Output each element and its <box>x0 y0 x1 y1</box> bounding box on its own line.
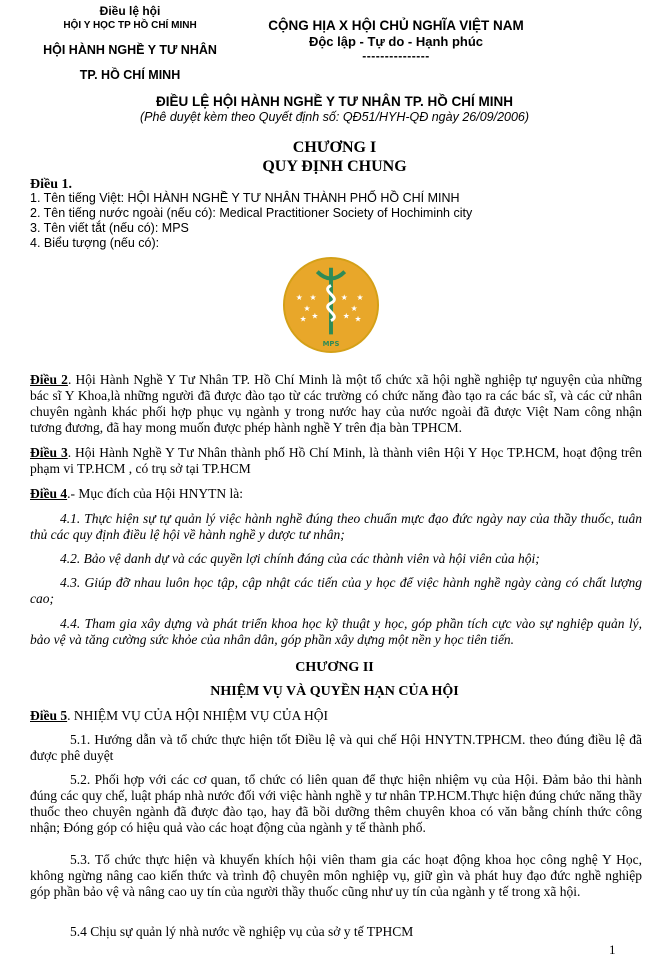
article5-intro-text: . NHIỆM VỤ CỦA HỘI NHIỆM VỤ CỦA HỘI <box>67 708 329 723</box>
article5-item: 5.1. Hướng dẫn và tổ chức thực hiện tốt Điều lệ và qui chế Hội HNYTN.TPHCM. theo đúng điều lệ đã được phê duyệt <box>30 732 642 763</box>
header-country-name: CỘNG HỊA X HỘI CHỦ NGHĨA VIỆT NAM <box>268 18 524 33</box>
header-parent-org: HỘI Y HỌC TP HỒ CHÍ MINH <box>63 20 197 31</box>
header-charter-label: Điều lệ hội <box>99 4 161 18</box>
svg-text:★: ★ <box>354 314 362 324</box>
article3 <box>30 445 642 477</box>
chapter1-label: CHƯƠNG I <box>292 139 377 156</box>
document-subtitle: (Phê duyệt kèm theo Quyết định số: QĐ51/HYH-QĐ ngày 26/09/2006) <box>139 110 530 124</box>
svg-text:★: ★ <box>295 293 303 303</box>
article2 <box>30 372 642 436</box>
article5-item: 5.4 Chịu sự quản lý nhà nước về nghiệp vụ của sở y tế TPHCM <box>70 924 414 939</box>
article1-item: 4. Biểu tượng (nếu có): <box>30 236 160 250</box>
article2-text: . Hội Hành Nghề Y Tư Nhân TP. Hồ Chí Minh là một tổ chức xã hội nghề nghiệp tự nguyện của những bác sĩ Y Khoa,là những người đã được đào tạo từ các trường có chức năng đào tạo ra các bác sĩ, và các cử nhân chuyên ngành khác phối hợp phục vụ ngành y trong nước hay của nước ngoài đã được Việt Nam công nhận tương đương, đã hay mong muốn được phép hành nghề Y trên địa bàn TPHCM. <box>30 372 643 435</box>
header-motto: Độc lập - Tự do - Hạnh phúc <box>308 34 484 49</box>
svg-text:★: ★ <box>299 314 307 324</box>
article1-item: 1. Tên tiếng Việt: HỘI HÀNH NGHỀ Y TƯ NHÂN THÀNH PHỐ HỒ CHÍ MINH <box>30 191 460 205</box>
article3-label: Điều 3 <box>30 445 68 460</box>
article4-item: 4.4. Tham gia xây dựng và phát triển khoa học kỹ thuật y học, góp phần tích cực vào sự nghiệp quản lý, bảo vệ và tăng cường sức khỏe của nhân dân, góp phần xây dựng một nền y học tiên tiến. <box>30 616 642 647</box>
header-org-city: TP. HỒ CHÍ MINH <box>79 68 181 82</box>
article1-item: 2. Tên tiếng nước ngoài (nếu có): Medical Practitioner Society of Hochiminh city <box>30 206 473 220</box>
chapter2-title: NHIỆM VỤ VÀ QUYỀN HẠN CỦA HỘI <box>210 684 459 699</box>
article5-item: 5.2. Phối hợp với các cơ quan, tổ chức có liên quan để thực hiện nhiệm vụ của Hội. Đảm bảo thi hành đúng các quy chế, luật pháp nhà nước đối với việc hành nghề y tư nhân TP.HCM.Thực hiện đúng chức năng thầy thuốc theo chuyên ngành đã được đào tạo, hay đã bồi dưỡng thêm chuyên khoa có văn bằng chính thức công nhận; Đóng góp có hiệu quả vào các hoạt động của ngành y tế thành phố. <box>30 772 642 835</box>
mps-logo <box>282 256 380 354</box>
page-number: 1 <box>609 942 616 957</box>
article4-item: 4.1. Thực hiện sự tự quản lý việc hành nghề đúng theo chuẩn mực đạo đức ngày nay của thầy thuốc, tuân thủ các quy định điều lệ hội về hành nghề y dược tư nhân; <box>30 511 642 542</box>
svg-text:★: ★ <box>311 311 319 321</box>
article4-label: Điều 4 <box>30 486 68 501</box>
chapter1-title: QUY ĐỊNH CHUNG <box>262 158 407 175</box>
article1-list <box>30 191 472 251</box>
svg-text:★: ★ <box>309 293 317 303</box>
svg-text:★: ★ <box>342 311 350 321</box>
article3-text: . Hội Hành Nghề Y Tư Nhân thành phố Hồ Chí Minh, là thành viên Hội Y Học TP.HCM, hoạt động trên phạm vi TP.HCM , có trụ sở tại TP.HCM <box>30 445 643 476</box>
article5-label: Điều 5 <box>30 708 68 723</box>
article5-item: 5.3. Tổ chức thực hiện và khuyến khích hội viên tham gia các hoạt động khoa học công nghệ Y Học, không ngừng nâng cao kiến thức và trình độ chuyên môn nghiệp vụ, giữ gìn và phát huy đạo đức nghề nghiệp góp phần bảo vệ và nâng cao uy tín của người thầy thuốc cũng như uy tín của ngành y tế trong xã hội. <box>30 852 642 899</box>
chapter2-label: CHƯƠNG II <box>295 660 374 675</box>
svg-text:★: ★ <box>356 293 364 303</box>
header-divider: --------------- <box>362 49 430 63</box>
header-org-name: HỘI HÀNH NGHỀ Y TƯ NHÂN <box>43 43 217 57</box>
svg-text:★: ★ <box>303 303 311 313</box>
header-organization <box>20 4 240 83</box>
article1-item: 3. Tên viết tắt (nếu có): MPS <box>30 221 189 235</box>
logo-text: MPS <box>322 340 340 349</box>
article5-intro <box>30 708 642 724</box>
article2-label: Điều 2 <box>30 372 68 387</box>
document-title: ĐIỀU LỆ HỘI HÀNH NGHỀ Y TƯ NHÂN TP. HỒ CHÍ MINH <box>156 94 513 109</box>
article4-intro <box>30 486 642 502</box>
article4-intro-text: .- Mục đích của Hội HNYTN là: <box>67 486 243 501</box>
article1-label: Điều 1. <box>30 177 72 192</box>
article4-item: 4.2. Bảo vệ danh dự và các quyền lợi chính đáng của các thành viên và hội viên của hội; <box>60 551 540 566</box>
article4-item: 4.3. Giúp đỡ nhau luôn học tập, cập nhật các tiến của y học để việc hành nghề ngày càng có chất lượng cao; <box>30 575 642 606</box>
svg-text:★: ★ <box>350 303 358 313</box>
header-national-motto <box>246 18 546 62</box>
svg-text:★: ★ <box>340 293 348 303</box>
